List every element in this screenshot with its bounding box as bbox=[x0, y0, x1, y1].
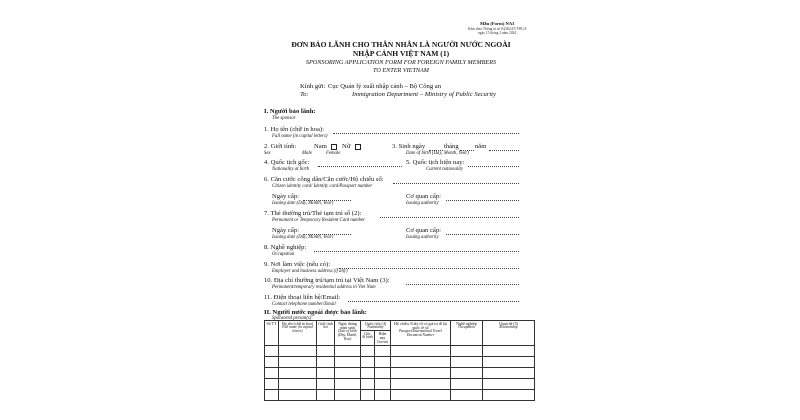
table-row bbox=[265, 390, 535, 401]
field-occupation-label-en: Occupation bbox=[272, 252, 295, 257]
table-cell[interactable] bbox=[335, 390, 361, 401]
field-address-label-en: Permanent/temporary residential address in Viet Nam bbox=[272, 285, 376, 290]
col-sex: Giới tính Sex bbox=[317, 321, 335, 346]
id-number-input[interactable] bbox=[393, 178, 519, 184]
table-cell[interactable] bbox=[317, 346, 335, 357]
id-issue-authority-label: Cơ quan cấp: bbox=[406, 193, 441, 200]
table-cell[interactable] bbox=[265, 357, 279, 368]
form-page bbox=[256, 0, 546, 420]
field-address-label: 10. Địa chỉ thường trú/tạm trú tại Việt Nam (3): bbox=[264, 277, 390, 284]
table-row bbox=[265, 379, 535, 390]
table-cell[interactable] bbox=[451, 390, 483, 401]
field-nationality-current-label-en: Current nationality bbox=[426, 167, 463, 172]
id-issue-authority-label-en: Issuing authority bbox=[406, 201, 439, 206]
table-cell[interactable] bbox=[451, 346, 483, 357]
section1-heading-en: The sponsor bbox=[272, 116, 296, 121]
table-cell[interactable] bbox=[483, 379, 535, 390]
sex-female-checkbox[interactable] bbox=[355, 144, 361, 150]
table-cell[interactable] bbox=[335, 346, 361, 357]
field-dob-label-en: Date of birth (Day, Month, Year) bbox=[406, 151, 469, 156]
table-cell[interactable] bbox=[361, 379, 375, 390]
table-cell[interactable] bbox=[375, 390, 391, 401]
table-cell[interactable] bbox=[361, 346, 375, 357]
table-cell[interactable] bbox=[391, 368, 451, 379]
table-cell[interactable] bbox=[317, 368, 335, 379]
field-employer-label: 9. Nơi làm việc (nếu có): bbox=[264, 261, 331, 268]
addressee-value-en: Immigration Department – Ministry of Public Security bbox=[352, 91, 496, 98]
table-cell[interactable] bbox=[483, 357, 535, 368]
table-cell[interactable] bbox=[317, 357, 335, 368]
table-cell[interactable] bbox=[361, 390, 375, 401]
addressee-label-en: To: bbox=[300, 91, 309, 98]
table-cell[interactable] bbox=[317, 379, 335, 390]
nationality-current-input[interactable] bbox=[468, 161, 519, 167]
field-nationality-birth-label-en: Nationality at birth bbox=[272, 167, 310, 172]
table-cell[interactable] bbox=[335, 357, 361, 368]
col-occupation: Nghề nghiệp Occupation bbox=[451, 321, 483, 346]
nationality-birth-input[interactable] bbox=[318, 161, 402, 167]
form-title-en-line2: TO ENTER VIETNAM bbox=[373, 67, 429, 74]
form-title-vn-line2: NHẬP CẢNH VIỆT NAM (1) bbox=[352, 49, 450, 58]
table-cell[interactable] bbox=[483, 390, 535, 401]
field-resident-card-label: 7. Thẻ thường trú/Thẻ tạm trú số (2): bbox=[264, 210, 362, 217]
field-full-name-label-en: Full name (in capital letters) bbox=[272, 134, 328, 139]
field-full-name-label: 1. Họ tên (chữ in hoa): bbox=[264, 126, 324, 133]
field-sex-label: 2. Giới tính: bbox=[264, 143, 297, 150]
table-cell[interactable] bbox=[391, 346, 451, 357]
card-issue-authority-label: Cơ quan cấp: bbox=[406, 227, 441, 234]
dob-year-input[interactable] bbox=[489, 145, 519, 151]
table-cell[interactable] bbox=[483, 368, 535, 379]
table-cell[interactable] bbox=[391, 379, 451, 390]
table-cell[interactable] bbox=[335, 368, 361, 379]
table-cell[interactable] bbox=[483, 346, 535, 357]
col-name: Họ tên (chữ in hoa) Full name (in capital letters) bbox=[279, 321, 317, 346]
table-cell[interactable] bbox=[391, 390, 451, 401]
table-cell[interactable] bbox=[265, 379, 279, 390]
field-contact-label-en: Contact telephone number/Email bbox=[272, 302, 336, 307]
table-row bbox=[265, 368, 535, 379]
employer-input[interactable] bbox=[339, 263, 519, 269]
table-cell[interactable] bbox=[279, 390, 317, 401]
field-id-number-label-en: Citizen identity card/ Identity card/Passport number bbox=[272, 184, 373, 189]
col-nationality: Quốc tịch (4) Nationality bbox=[361, 321, 391, 331]
id-issue-authority-input[interactable] bbox=[446, 195, 519, 201]
field-occupation-label: 8. Nghề nghiệp: bbox=[264, 244, 307, 251]
section2-heading-en: Sponsored person(s) bbox=[272, 316, 312, 321]
sponsored-persons-table bbox=[264, 320, 535, 401]
form-reference: Kèm theo Thông tư số 04/2024/TT-BCA bbox=[468, 27, 527, 31]
table-cell[interactable] bbox=[361, 368, 375, 379]
address-input[interactable] bbox=[406, 279, 519, 285]
section1-heading: I. Người bảo lãnh: bbox=[264, 108, 316, 115]
form-code: Mẫu (Form) NA3 bbox=[480, 21, 515, 26]
field-resident-card-label-en: Permanent or Temporary Resident Card number bbox=[272, 218, 366, 223]
addressee-value: Cục Quản lý xuất nhập cảnh – Bộ Công an bbox=[328, 83, 441, 90]
col-passport: Hộ chiếu /Giấy tờ có giá trị đi lại quốc tế số Passport/International Travel Document Number bbox=[391, 321, 451, 346]
card-issue-authority-label-en: Issuing authority bbox=[406, 235, 439, 240]
resident-card-input[interactable] bbox=[380, 212, 519, 218]
field-nationality-birth-label: 4. Quốc tịch gốc: bbox=[264, 159, 310, 166]
table-row bbox=[265, 346, 535, 357]
col-nationality-birth: Gốc At birth bbox=[361, 331, 375, 346]
table-cell[interactable] bbox=[451, 379, 483, 390]
table-cell[interactable] bbox=[265, 390, 279, 401]
field-full-name-input[interactable] bbox=[333, 128, 519, 134]
field-contact-label: 11. Điện thoại liên hệ/Email: bbox=[264, 294, 341, 301]
field-employer-label-en: Employer and business address (if any) bbox=[272, 269, 348, 274]
field-nationality-current-label: 5. Quốc tịch hiện nay: bbox=[406, 159, 465, 166]
table-cell[interactable] bbox=[391, 357, 451, 368]
table-cell[interactable] bbox=[375, 379, 391, 390]
field-sex-female-label-en: Female bbox=[326, 151, 341, 156]
table-row bbox=[265, 357, 535, 368]
field-sex-label-en: Sex bbox=[264, 151, 271, 156]
table-cell[interactable] bbox=[317, 390, 335, 401]
table-cell[interactable] bbox=[451, 368, 483, 379]
field-id-number-label: 6. Căn cước công dân/Căn cước/Hộ chiếu số: bbox=[264, 176, 384, 183]
table-cell[interactable] bbox=[361, 357, 375, 368]
form-reference-date: ngày 15 tháng 3 năm 2024 bbox=[478, 31, 517, 35]
field-sex-male-label-en: Male bbox=[302, 151, 312, 156]
form-title-en-line1: SPONSORING APPLICATION FORM FOR FOREIGN FAMILY MEMBERS bbox=[305, 59, 497, 66]
sex-male-checkbox[interactable] bbox=[331, 144, 337, 150]
col-dob: Ngày tháng năm sinh Date of birth (Day, Month, Year) bbox=[335, 321, 361, 346]
id-issue-date-label-en: Issuing date (Day, Month, Year) bbox=[272, 201, 334, 206]
sponsored-persons-rows bbox=[265, 346, 535, 401]
table-cell[interactable] bbox=[279, 357, 317, 368]
card-issue-date-label-en: Issuing date (Day, Month, Year) bbox=[272, 235, 334, 240]
field-dob-label: 3. Sinh ngày bbox=[392, 143, 426, 150]
table-cell[interactable] bbox=[265, 368, 279, 379]
table-cell[interactable] bbox=[375, 346, 391, 357]
contact-input[interactable] bbox=[348, 296, 519, 302]
table-cell[interactable] bbox=[279, 379, 317, 390]
table-cell[interactable] bbox=[279, 346, 317, 357]
card-issue-date-label: Ngày cấp: bbox=[272, 227, 299, 234]
table-cell[interactable] bbox=[451, 357, 483, 368]
table-cell[interactable] bbox=[375, 357, 391, 368]
table-cell[interactable] bbox=[265, 346, 279, 357]
section2-heading: II. Người nước ngoài được bảo lãnh: bbox=[264, 309, 367, 316]
col-stt: Số TT bbox=[265, 321, 279, 346]
col-relationship: Quan hệ (5) Relationship bbox=[483, 321, 535, 346]
form-title-vn-line1: ĐƠN BẢO LÃNH CHO THÂN NHÂN LÀ NGƯỜI NƯỚC NGOÀI bbox=[291, 40, 511, 49]
table-cell[interactable] bbox=[279, 368, 317, 379]
field-sex-female-label: Nữ bbox=[342, 143, 351, 150]
addressee-label: Kính gửi: bbox=[300, 83, 326, 90]
id-issue-date-label: Ngày cấp: bbox=[272, 193, 299, 200]
table-cell[interactable] bbox=[335, 379, 361, 390]
occupation-input[interactable] bbox=[314, 246, 519, 252]
col-nationality-current: Hiện nay Current bbox=[375, 331, 391, 346]
field-sex-male-label: Nam bbox=[314, 143, 327, 150]
field-dob-year-label: năm bbox=[475, 143, 487, 150]
field-dob-month-label: tháng bbox=[444, 143, 459, 150]
card-issue-authority-input[interactable] bbox=[446, 229, 519, 235]
table-cell[interactable] bbox=[375, 368, 391, 379]
